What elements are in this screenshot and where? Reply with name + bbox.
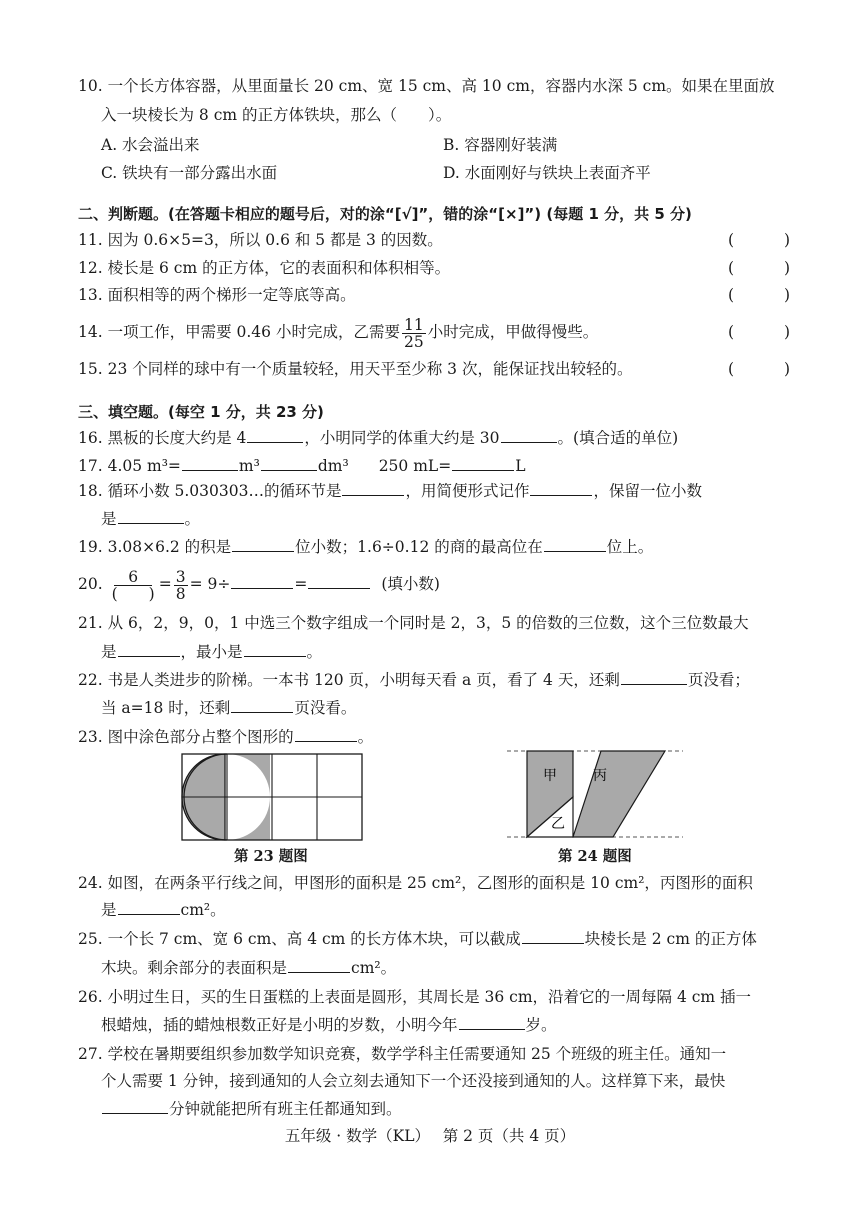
answer-blank[interactable] <box>501 426 557 443</box>
paren-right: ) <box>783 231 790 249</box>
q24-text-c: cm²。 <box>180 901 226 919</box>
answer-blank[interactable] <box>231 696 293 713</box>
q12-answer-parens <box>728 256 790 280</box>
answer-blank[interactable] <box>261 454 317 471</box>
paren-right: ) <box>783 360 790 378</box>
q25-text-d: cm²。 <box>351 959 397 977</box>
answer-blank[interactable] <box>102 1097 168 1114</box>
paren-left: ( <box>728 231 735 249</box>
q19-text-c: 位上。 <box>606 538 654 556</box>
page-footer: 五年级 · 数学（KL） 第 2 页（共 4 页） <box>284 1127 576 1145</box>
q24-line1: 24. 如图，在两条平行线之间，甲图形的面积是 25 cm²，乙图形的面积是 10 cm²，丙图形的面积 <box>78 874 753 892</box>
q20 <box>78 566 790 602</box>
answer-blank[interactable] <box>232 535 294 552</box>
q26-text-b: 根蜡烛，插的蜡烛根数正好是小明的岁数，小明今年 <box>101 1016 458 1034</box>
paren-left: ( <box>728 360 735 378</box>
q17-unit-l: L <box>515 457 526 475</box>
q22-line1 <box>78 668 790 692</box>
paren-left: ( <box>728 286 735 304</box>
answer-blank[interactable] <box>231 572 293 589</box>
q22-line2 <box>101 696 813 720</box>
paren-right: ) <box>783 323 790 341</box>
answer-blank[interactable] <box>118 898 180 915</box>
answer-blank[interactable] <box>118 640 180 657</box>
q11 <box>78 228 790 252</box>
q18-text-b: ，用简便形式记作 <box>405 482 530 500</box>
q20-fraction-1 <box>110 569 157 602</box>
figure-23 <box>180 752 375 842</box>
q13-text: 13. 面积相等的两个梯形一定等底等高。 <box>78 286 356 304</box>
q14-fraction <box>402 317 426 350</box>
equals-sign: = <box>294 575 308 593</box>
q14-answer-parens <box>728 314 790 350</box>
shape-bing <box>573 751 665 837</box>
fraction-numerator: 6 <box>114 569 152 586</box>
fraction-denominator: 25 <box>403 332 424 351</box>
q16 <box>78 426 790 450</box>
q24-text-b: 是 <box>101 901 117 919</box>
q10-option-a: A. 水会溢出来 <box>101 136 200 154</box>
q25-line2 <box>101 956 813 980</box>
paren-right: ) <box>783 286 790 304</box>
answer-blank[interactable] <box>544 535 606 552</box>
q10-line1: 10. 一个长方体容器，从里面量长 20 cm、宽 15 cm、高 10 cm，容器内水深 5 cm。如果在里面放 <box>78 77 775 95</box>
section2-title: 二、判断题。(在答题卡相应的题号后，对的涂“[√]”，错的涂“[×]”) (每题 1 分，共 5 分) <box>78 205 692 223</box>
q17-unit-m3: m³ <box>238 457 260 475</box>
q17-unit-dm3: dm³ <box>317 457 349 475</box>
q26-line2 <box>101 1013 813 1037</box>
q18-line1 <box>78 479 790 503</box>
section3-title: 三、填空题。(每空 1 分，共 23 分) <box>78 403 324 421</box>
q22-text-d: 页没看。 <box>294 699 357 717</box>
q20-label: 20. <box>78 575 103 593</box>
q17-text-a: 17. 4.05 m³= <box>78 457 181 475</box>
q22-text-b: 页没看； <box>687 671 750 689</box>
q14 <box>78 314 790 350</box>
answer-blank[interactable] <box>530 479 592 496</box>
figure-23-caption: 第 23 题图 <box>234 848 308 865</box>
q21-line1: 21. 从 6，2，9，0，1 中选三个数字组成一个同时是 2，3，5 的倍数的三位数，这个三位数最大 <box>78 614 749 632</box>
answer-blank[interactable] <box>621 668 687 685</box>
q27-line2: 个人需要 1 分钟，接到通知的人会立刻去通知下一个还没接到通知的人。这样算下来，最快 <box>101 1072 726 1090</box>
q20-text-b: = 9÷ <box>189 575 231 593</box>
q19-text-a: 19. 3.08×6.2 的积是 <box>78 538 232 556</box>
figure-24 <box>505 744 685 844</box>
answer-blank[interactable] <box>308 572 370 589</box>
q18-line2 <box>101 507 813 531</box>
q10-option-b: B. 容器刚好装满 <box>443 136 558 154</box>
paren-left: ( <box>728 323 735 341</box>
q26-line1: 26. 小明过生日，买的生日蛋糕的上表面是圆形，其周长是 36 cm，沿着它的一周每隔 4 cm 插一 <box>78 988 752 1006</box>
answer-blank[interactable] <box>459 1013 525 1030</box>
q25-text-a: 25. 一个长 7 cm、宽 6 cm、高 4 cm 的长方体木块，可以截成 <box>78 930 521 948</box>
q17 <box>78 454 790 478</box>
figure-24-caption: 第 24 题图 <box>558 848 632 865</box>
fraction-denominator[interactable]: ( ) <box>111 584 155 603</box>
q16-text-c: 。(填合适的单位) <box>557 429 679 447</box>
answer-blank[interactable] <box>182 454 238 471</box>
q19-text-b: 位小数；1.6÷0.12 的商的最高位在 <box>295 538 543 556</box>
q23-text-b: 。 <box>357 728 374 746</box>
q22-text-c: 当 a=18 时，还剩 <box>101 699 231 717</box>
answer-blank[interactable] <box>295 725 357 742</box>
q27-line3 <box>101 1097 813 1121</box>
q24-line2 <box>101 898 813 922</box>
q11-text: 11. 因为 0.6×5=3，所以 0.6 和 5 都是 3 的因数。 <box>78 231 443 249</box>
q21-line2 <box>101 640 813 664</box>
q20-fraction-2 <box>174 569 188 602</box>
equals-sign: = <box>158 575 172 593</box>
answer-blank[interactable] <box>247 426 303 443</box>
q16-text-a: 16. 黑板的长度大约是 4 <box>78 429 247 447</box>
answer-blank[interactable] <box>244 640 306 657</box>
answer-blank[interactable] <box>118 507 184 524</box>
q10-line2: 入一块棱长为 8 cm 的正方体铁块，那么（ ）。 <box>101 106 452 124</box>
answer-blank[interactable] <box>452 454 514 471</box>
label-yi: 乙 <box>551 816 565 832</box>
q26-text-c: 岁。 <box>525 1016 557 1034</box>
q25-line1 <box>78 927 790 951</box>
q21-text-d: 。 <box>306 643 323 661</box>
q18-text-c: ，保留一位小数 <box>593 482 702 500</box>
q14-text-before: 14. 一项工作，甲需要 0.46 小时完成，乙需要 <box>78 323 400 341</box>
answer-blank[interactable] <box>288 956 350 973</box>
q20-hint: (填小数) <box>381 575 440 593</box>
label-jia: 甲 <box>543 768 557 784</box>
q10-option-d: D. 水面刚好与铁块上表面齐平 <box>443 164 651 182</box>
q21-text-c: ，最小是 <box>180 643 243 661</box>
q17-text-d: 250 mL= <box>378 457 452 475</box>
q21-text-b: 是 <box>101 643 117 661</box>
q15-answer-parens <box>728 357 790 381</box>
q11-answer-parens <box>728 228 790 252</box>
q25-text-c: 木块。剩余部分的表面积是 <box>101 959 288 977</box>
q13 <box>78 283 790 307</box>
answer-blank[interactable] <box>522 927 584 944</box>
q16-text-b: ，小明同学的体重大约是 30 <box>304 429 500 447</box>
q10-option-c: C. 铁块有一部分露出水面 <box>101 164 278 182</box>
q13-answer-parens <box>728 283 790 307</box>
q23-text-a: 23. 图中涂色部分占整个图形的 <box>78 728 294 746</box>
q18-text-e: 。 <box>184 510 201 528</box>
q27-text-c: 分钟就能把所有班主任都通知到。 <box>169 1100 402 1118</box>
q22-text-a: 22. 书是人类进步的阶梯。一本书 120 页，小明每天看 a 页，看了 4 天，还剩 <box>78 671 620 689</box>
answer-blank[interactable] <box>342 479 404 496</box>
q12-text: 12. 棱长是 6 cm 的正方体，它的表面积和体积相等。 <box>78 259 451 277</box>
q14-text-after: 小时完成，甲做得慢些。 <box>427 323 599 341</box>
fraction-denominator: 8 <box>175 584 186 603</box>
fraction-numerator: 11 <box>403 315 424 334</box>
q15 <box>78 357 790 381</box>
paren-right: ) <box>783 259 790 277</box>
label-bing: 丙 <box>593 768 607 784</box>
q19 <box>78 535 790 559</box>
q25-text-b: 块棱长是 2 cm 的正方体 <box>584 930 757 948</box>
q18-text-a: 18. 循环小数 5.030303…的循环节是 <box>78 482 342 500</box>
paren-left: ( <box>728 259 735 277</box>
q27-line1: 27. 学校在暑期要组织参加数学知识竞赛，数学学科主任需要通知 25 个班级的班主任。通知一 <box>78 1045 727 1063</box>
q15-text: 15. 23 个同样的球中有一个质量较轻，用天平至少称 3 次，能保证找出较轻的。 <box>78 360 633 378</box>
fraction-numerator: 3 <box>175 567 186 586</box>
q12 <box>78 256 790 280</box>
q18-text-d: 是 <box>101 510 117 528</box>
